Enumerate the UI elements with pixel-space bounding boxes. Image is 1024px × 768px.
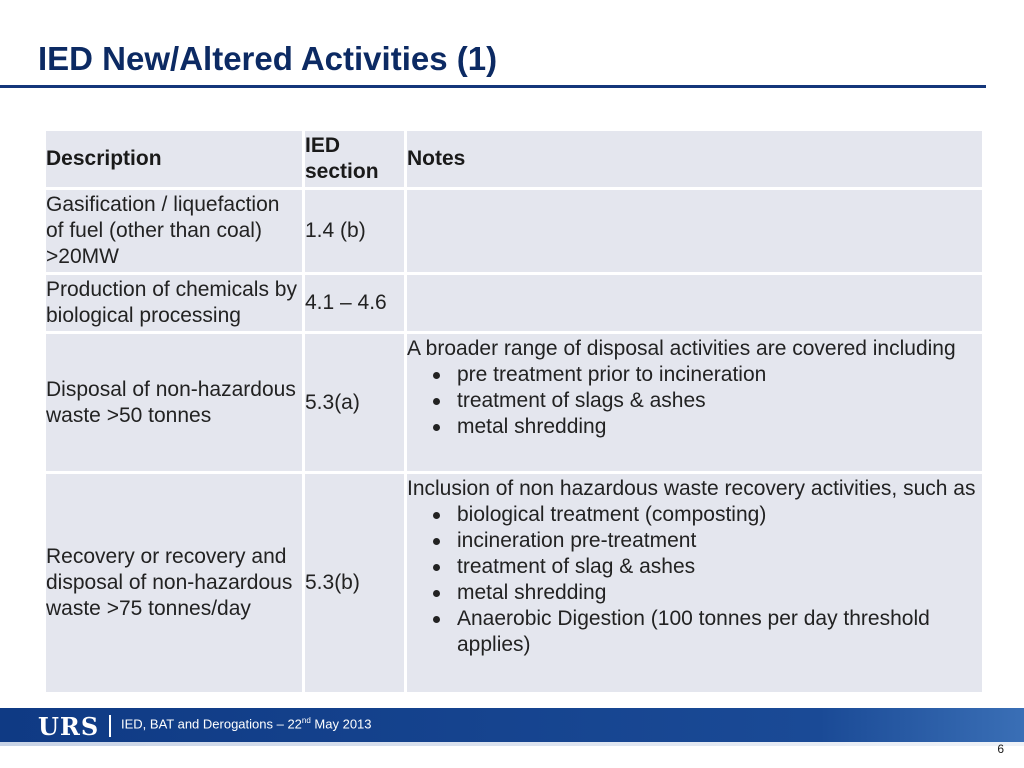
table-row [45, 333, 984, 473]
table-row [45, 274, 984, 333]
header-notes: Notes [406, 130, 984, 189]
list-item-text: metal shredding [457, 581, 607, 604]
table-row [45, 189, 984, 274]
table-header-row [45, 130, 984, 189]
bullet-icon [433, 424, 440, 431]
bullet-icon [433, 512, 440, 519]
row-section: 1.4 (b) [304, 189, 406, 274]
header-description: Description [45, 130, 304, 189]
list-item-text: treatment of slag & ashes [457, 555, 696, 578]
list-item-text: biological treatment (composting) [457, 503, 767, 526]
row-description: Production of chemicals by biological processing [45, 274, 304, 333]
slide-title: IED New/Altered Activities (1) [38, 40, 498, 77]
row-section: 5.3(a) [304, 333, 406, 473]
list-item [457, 606, 982, 658]
row-notes [406, 473, 984, 694]
table-row [45, 473, 984, 694]
header-ied-line1: IED [305, 134, 341, 157]
footer-text [121, 716, 372, 731]
list-item-text: metal shredding [457, 415, 607, 438]
notes-bullet-list [407, 362, 982, 440]
footer-separator [109, 715, 111, 737]
activities-table [43, 128, 985, 695]
row-section: 4.1 – 4.6 [304, 274, 406, 333]
notes-intro: Inclusion of non hazardous waste recovery activities, such as [407, 477, 976, 500]
row-notes [406, 189, 984, 274]
footer-strip [0, 742, 1024, 746]
list-item-text: treatment of slags & ashes [457, 389, 706, 412]
list-item [457, 554, 982, 580]
header-ied-line2: section [305, 160, 379, 183]
page-number: 6 [997, 742, 1004, 756]
bullet-icon [433, 538, 440, 545]
list-item [457, 362, 982, 388]
notes-bullet-list [407, 502, 982, 658]
list-item [457, 528, 982, 554]
urs-logo: URS [38, 712, 100, 741]
row-section: 5.3(b) [304, 473, 406, 694]
row-notes [406, 274, 984, 333]
row-description: Recovery or recovery and disposal of non-hazardous waste >75 tonnes/day [45, 473, 304, 694]
header-ied-section [304, 130, 406, 189]
bullet-icon [433, 564, 440, 571]
bullet-icon [433, 372, 440, 379]
bullet-icon [433, 616, 440, 623]
list-item-text: Anaerobic Digestion (100 tonnes per day threshold applies) [457, 607, 930, 656]
list-item-text: pre treatment prior to incineration [457, 363, 767, 386]
row-notes [406, 333, 984, 473]
row-description: Gasification / liquefaction of fuel (other than coal) >20MW [45, 189, 304, 274]
bullet-icon [433, 398, 440, 405]
row-description: Disposal of non-hazardous waste >50 tonnes [45, 333, 304, 473]
bullet-icon [433, 590, 440, 597]
list-item [457, 502, 982, 528]
list-item [457, 414, 982, 440]
list-item [457, 580, 982, 606]
list-item [457, 388, 982, 414]
footer-text-sup: nd [301, 716, 311, 725]
footer-text-prefix: IED, BAT and Derogations – 22 [121, 716, 302, 732]
notes-intro: A broader range of disposal activities are covered including [407, 337, 956, 360]
footer-text-suffix: May 2013 [310, 716, 372, 732]
list-item-text: incineration pre-treatment [457, 529, 697, 552]
title-divider [0, 85, 986, 88]
